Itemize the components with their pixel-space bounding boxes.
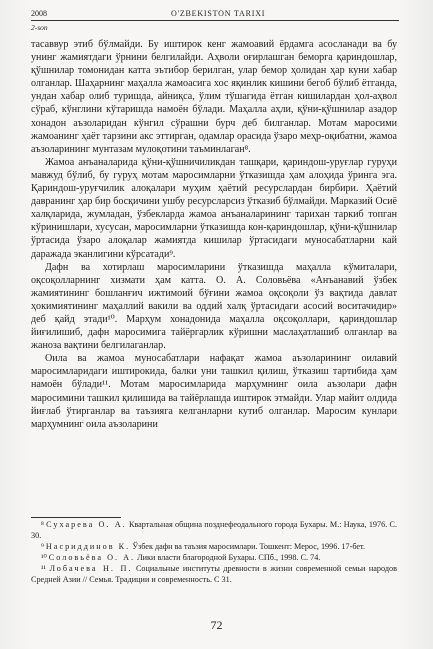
issue-number: 2-son	[31, 23, 48, 32]
footnote-number: ⁹	[41, 542, 44, 551]
footnote-author: Насриддинов К.	[45, 542, 131, 551]
footnote-number: ¹⁰	[41, 553, 47, 562]
running-header	[31, 9, 399, 21]
footnote-number: ⁸	[41, 520, 44, 529]
journal-title: O'ZBEKISTON TARIXI	[171, 9, 266, 18]
paragraph: Жамоа анъаналарида қўни-қўшничиликдан ташқари, қариндош-уруғлар гуруҳи мавжуд бўлиб, бу гуруҳ мотам маросимларни ўтказишда ҳам алоҳида ўринга эга. Қариндош-уруғчилик алоқалари муҳим ҳаётий ресурслардан бирбири. Ҳаётий давранинг ҳар бир босқичини ушбу ресурсларсиз ўтказиб бўлмайди. Марказий Осиё халқларида, жумладан, ўзбекларда жамоа анъаналарининг тарихан таркиб топган кўринишлари, хусусан, маросимларни ўтказишда кон-қариндошлар, қўни-қўшнилар ўртасида ўзаро алоқалар жамиятда кишилар ўртасидаги муносабатларни кай даражада эканлигини кўрсатади⁹.	[31, 156, 397, 260]
paragraph: Дафн ва хотирлаш маросимларини ўтказишда маҳалла кўмиталари, оқсоқолларнинг хизмати ҳам катта. О. А. Соловьёва «Анъанавий ўзбек жамиятининг бошланғич ижтимоий бўғини жамоа оқсоқоли ўз вақтида давлат ҳокимиятининг маҳаллий вакили ва оддий халқ ўртасидаги асосий воситачидир» деб қайд этади¹⁰. Марҳум хонадонида маҳалла оқсоқоллари, қариндошлар йиғилишиб, дафн маросимига тайёргарлик кўришни маслаҳатлашиб олганлар ва жаноза вақтини белгилаганлар.	[31, 261, 397, 352]
page-number: 72	[210, 618, 223, 632]
footnote-text: Квартальная община позднефеодального города Бухары. М.: Наука, 1976. С. 30.	[31, 520, 398, 540]
footnote	[31, 541, 397, 552]
footnote-text: Социальные институты древности в жизни современной семьи народов Средней Азии // Семья. Традиции и современность. С 31.	[31, 564, 397, 584]
footnote	[31, 552, 397, 563]
footnote-author: Сухарева О. А.	[46, 520, 127, 529]
footnote	[31, 563, 397, 585]
header-rule	[31, 20, 399, 21]
footnote-author: Соловьёва О. А.	[48, 553, 136, 562]
article-body	[31, 38, 397, 431]
paragraph: тасаввур этиб бўлмайди. Бу иштирок кенг жамоавий ёрдамга асосланади ва бу унинг жамиятдаги ўрнини белгилайди. Аҳволи оғирлашган беморга қариндошлар, қўшнилар томонидан катта эътибор берилган, улар бемор ҳолидан ҳар куни хабар олганлар. Шаҳарнинг маҳалла жамоасига хос яқинлик кишини бегоб бўлиб ётганда, ундан хабар олиб туришда, айниқса, ўлим тўшагида ётган кишилардан ҳол-аҳвол сўраб, кўнглини кўтаришда намоён бўлади. Маҳалла аҳли, қўни-қўшнилар азадор хонадон аъзоларидан кўнгил сўрашни бурч деб билганлар. Мотам маросими жамоанинг ҳаёт тарзини акс эттирган, одамлар орасида ўзаро меҳр-оқибатни, жамоа аъзоларининг мунтазам мулоқотини таъминлаган⁸.	[31, 39, 397, 155]
footnote-separator	[31, 517, 121, 518]
footnote-text: Ўзбек дафн ва таъзия маросимлари. Тошкент: Мерос, 1996. 17-бет.	[132, 542, 366, 551]
footnote-text: Лики власти благородной Бухары. СПб., 1998. С. 74.	[137, 553, 321, 562]
footnotes	[31, 519, 397, 585]
header-year: 2008	[31, 9, 47, 18]
footnote-number: ¹¹	[41, 564, 46, 573]
footnote-author: Лобачева Н. П.	[49, 564, 133, 573]
paragraph: Оила ва жамоа муносабатлари нафақат жамоа аъзоларининг оилавий маросимларидаги иштирокида, балки уни ташкил қилиш, ўтказиш тартибида ҳам намоён бўлади¹¹. Мотам маросимларида марҳумнинг оила аъзолари дафн маросимини ташкил қилишида ва тайёрлашда иштирок этмайди. Улар майит олдида йиғлаб ўтирганлар ва таъзияга келганларни кутиб олганлар. Маросим кунлари марҳумнинг оила аъзоларини	[31, 353, 397, 430]
footnote	[31, 519, 397, 541]
